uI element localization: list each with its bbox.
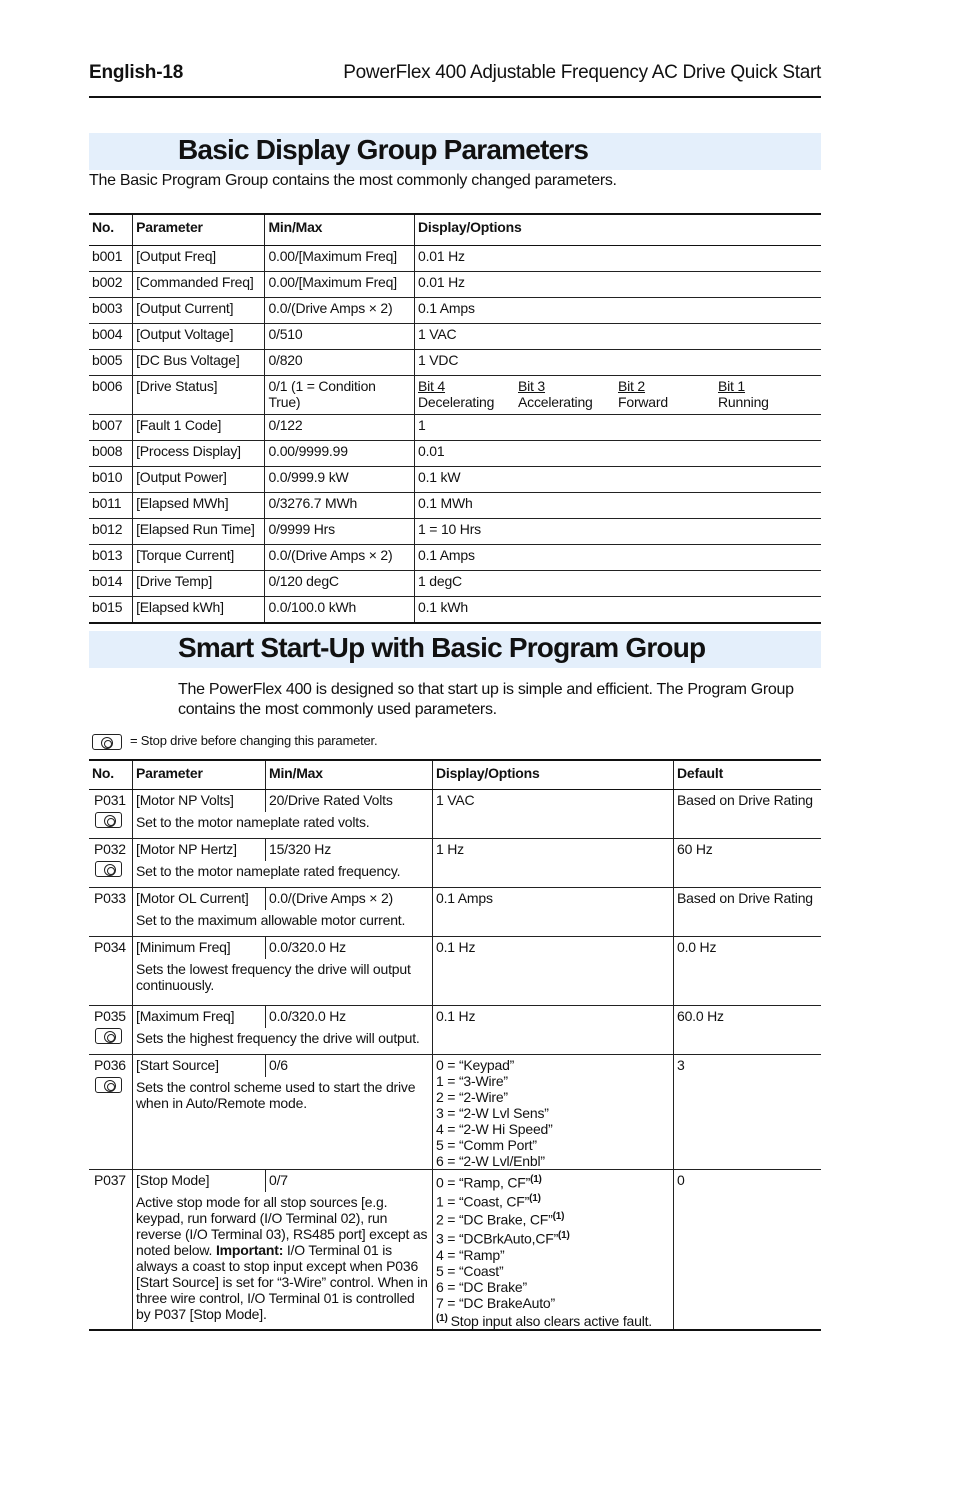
table-row <box>89 246 821 272</box>
param-description <box>133 959 433 1006</box>
param-name: [Motor NP Volts] <box>136 792 234 808</box>
param-name: [Output Freq] <box>133 246 265 272</box>
option-item <box>436 1228 670 1247</box>
option-item <box>436 1263 670 1279</box>
param-minmax: 20/Drive Rated Volts <box>266 790 433 813</box>
option-item <box>436 1105 670 1121</box>
column-header: Parameter <box>133 214 265 246</box>
status-bit-number: Bit 3 <box>518 378 546 394</box>
param-display: 1 <box>415 415 822 441</box>
status-bit-number: Bit 1 <box>718 378 746 394</box>
param-number: b003 <box>89 298 133 324</box>
param-number: P036 <box>94 1057 126 1073</box>
stop-drive-icon <box>95 1028 122 1044</box>
table-row <box>89 597 821 624</box>
param-display <box>433 1055 674 1170</box>
param-name: [Motor OL Current] <box>136 890 249 906</box>
status-bit-number: Bit 4 <box>418 378 446 394</box>
status-bit-label: Accelerating <box>518 394 593 410</box>
options-list <box>436 1172 670 1329</box>
param-minmax: 0/3276.7 MWh <box>265 493 415 519</box>
param-name: [Elapsed MWh] <box>133 493 265 519</box>
param-description <box>133 1077 433 1169</box>
status-bit <box>518 378 618 410</box>
option-text: 7 = “DC BrakeAuto” <box>436 1294 555 1311</box>
option-text: 6 = “DC Brake” <box>436 1278 527 1295</box>
table-row <box>89 545 821 571</box>
option-item <box>436 1137 670 1153</box>
param-number: P034 <box>94 939 126 955</box>
description-text: Active stop mode for all stop sources [e.g. keypad, run forward (I/O Terminal 02), run reverse (I/O Terminal 03), RS485 port] except as noted below. <box>136 1194 428 1259</box>
option-text: 5 = “Coast” <box>436 1262 504 1279</box>
param-display: 0.1 Hz <box>433 937 674 1006</box>
param-display: 1 = 10 Hrs <box>415 519 822 545</box>
param-name: [Torque Current] <box>133 545 265 571</box>
table-header-row <box>89 760 821 790</box>
option-text: 6 = “2-W Lvl/Enbl” <box>436 1153 545 1169</box>
param-display: 1 VAC <box>433 790 674 839</box>
param-minmax: 0.0/320.0 Hz <box>266 1006 433 1029</box>
status-bit <box>418 378 518 410</box>
footnote-mark: (1) <box>436 1312 448 1324</box>
table-row <box>89 467 821 493</box>
param-minmax: 0.0/320.0 Hz <box>266 937 433 960</box>
param-name: [Output Voltage] <box>133 324 265 350</box>
description-text: Sets the control scheme used to start the drive when in Auto/Remote mode. <box>136 1079 416 1112</box>
param-display: 1 VDC <box>415 350 822 376</box>
param-default: 60 Hz <box>674 839 822 888</box>
table-row <box>89 493 821 519</box>
param-minmax: 0.00/[Maximum Freq] <box>265 272 415 298</box>
option-item <box>436 1073 670 1089</box>
param-display: 0.01 Hz <box>415 246 822 272</box>
option-text: 0 = “Keypad” <box>436 1057 515 1073</box>
section-intro: The Basic Program Group contains the most commonly changed parameters. <box>89 172 617 189</box>
param-number: b013 <box>89 545 133 571</box>
table-row <box>89 1055 821 1078</box>
option-text: 3 = “DCBrkAuto,CF” <box>436 1230 559 1247</box>
param-number: b008 <box>89 441 133 467</box>
option-text: 4 = “2-W Hi Speed” <box>436 1121 553 1137</box>
param-default: 0.0 Hz <box>674 937 822 1006</box>
option-item <box>436 1247 670 1263</box>
param-name: [Output Power] <box>133 467 265 493</box>
param-display: 0.01 Hz <box>415 272 822 298</box>
param-cell <box>89 937 133 1006</box>
param-minmax: 0/510 <box>265 324 415 350</box>
table-row <box>89 839 821 862</box>
param-number: b004 <box>89 324 133 350</box>
option-item <box>436 1209 670 1228</box>
option-text: 2 = “DC Brake, CF” <box>436 1211 553 1228</box>
options-list <box>436 1057 670 1169</box>
param-default: Based on Drive Rating <box>674 790 822 839</box>
option-text: 1 = “3-Wire” <box>436 1073 508 1089</box>
section-intro: The PowerFlex 400 is designed so that start up is simple and efficient. The Program Group contains the most commonly used parameters. <box>178 681 794 718</box>
option-text: 4 = “Ramp” <box>436 1246 505 1263</box>
param-display <box>433 1170 674 1331</box>
stop-legend <box>92 733 377 750</box>
page-header <box>89 58 821 98</box>
param-display: 1 degC <box>415 571 822 597</box>
param-minmax: 0.0/(Drive Amps × 2) <box>265 545 415 571</box>
table-row <box>89 415 821 441</box>
param-cell <box>89 790 133 839</box>
description-text: Sets the lowest frequency the drive will output continuously. <box>136 961 411 993</box>
param-minmax: 0/1 (1 = Condition True) <box>265 376 415 415</box>
param-cell <box>89 888 133 937</box>
section-title: Smart Start-Up with Basic Program Group <box>178 632 706 663</box>
footnote <box>436 1311 670 1330</box>
column-header: Parameter <box>133 760 266 790</box>
param-number: P032 <box>94 841 126 857</box>
option-item <box>436 1057 670 1073</box>
param-name: [Elapsed kWh] <box>133 597 265 624</box>
program-group-table <box>89 759 821 1331</box>
param-display: 0.01 <box>415 441 822 467</box>
param-name: [DC Bus Voltage] <box>133 350 265 376</box>
param-display: 0.1 kWh <box>415 597 822 624</box>
section-title: Basic Display Group Parameters <box>178 134 589 165</box>
param-number: b001 <box>89 246 133 272</box>
param-minmax: 0/120 degC <box>265 571 415 597</box>
param-name: [Stop Mode] <box>136 1172 210 1188</box>
option-item <box>436 1191 670 1210</box>
param-number: P037 <box>94 1172 126 1188</box>
column-header: Min/Max <box>266 760 433 790</box>
param-display: 0.1 MWh <box>415 493 822 519</box>
param-display: 0.1 Amps <box>415 545 822 571</box>
param-minmax: 0.00/[Maximum Freq] <box>265 246 415 272</box>
description-text: Set to the motor nameplate rated volts. <box>136 814 370 830</box>
param-number: P035 <box>94 1008 126 1024</box>
param-description <box>133 910 433 937</box>
option-text: 0 = “Ramp, CF” <box>436 1174 531 1191</box>
column-header: Min/Max <box>265 214 415 246</box>
table-row <box>89 298 821 324</box>
param-description <box>133 1028 433 1055</box>
param-cell <box>89 839 133 888</box>
stop-drive-icon <box>92 734 122 750</box>
param-cell <box>89 1055 133 1170</box>
important-text: I/O Terminal 01 is always a coast to stop input except when P036 [Start Source] is set for “3-Wire” control. When in three wire control, I/O Terminal 01 is controlled by P037 [Stop Mode]. <box>136 1242 428 1323</box>
param-number: b007 <box>89 415 133 441</box>
table-row <box>89 519 821 545</box>
param-minmax: 0.00/9999.99 <box>265 441 415 467</box>
option-item <box>436 1172 670 1191</box>
drive-status-bits <box>418 378 818 410</box>
table-row <box>89 441 821 467</box>
table-row <box>89 1170 821 1193</box>
param-name: [Minimum Freq] <box>136 939 231 955</box>
param-minmax: 0.0/(Drive Amps × 2) <box>265 298 415 324</box>
option-item <box>436 1121 670 1137</box>
param-minmax: 0.0/100.0 kWh <box>265 597 415 624</box>
param-name: [Drive Temp] <box>133 571 265 597</box>
param-description <box>133 812 433 839</box>
option-text: 3 = “2-W Lvl Sens” <box>436 1105 549 1121</box>
description-text: Set to the motor nameplate rated frequency. <box>136 863 401 879</box>
table-row <box>89 376 821 415</box>
param-cell <box>89 1006 133 1055</box>
param-description <box>133 861 433 888</box>
status-bit-label: Running <box>718 394 769 410</box>
param-number: b005 <box>89 350 133 376</box>
param-name: [Output Current] <box>133 298 265 324</box>
param-display: 1 VAC <box>415 324 822 350</box>
param-display <box>415 376 822 415</box>
param-display: 0.1 Amps <box>433 888 674 937</box>
param-number: b015 <box>89 597 133 624</box>
param-minmax: 0/6 <box>266 1055 433 1078</box>
param-name: [Start Source] <box>136 1057 219 1073</box>
param-number: b014 <box>89 571 133 597</box>
important-label: Important: <box>215 1242 284 1259</box>
table-row <box>89 324 821 350</box>
param-minmax: 0.0/(Drive Amps × 2) <box>266 888 433 911</box>
footnote-mark: (1) <box>552 1211 565 1223</box>
option-text: 2 = “2-Wire” <box>436 1089 508 1105</box>
description-text: Sets the highest frequency the drive will output. <box>136 1030 420 1046</box>
param-minmax: 0/9999 Hrs <box>265 519 415 545</box>
param-display: 0.1 Hz <box>433 1006 674 1055</box>
status-bit <box>618 378 718 410</box>
param-minmax: 0.0/999.9 kW <box>265 467 415 493</box>
document-title: PowerFlex 400 Adjustable Frequency AC Drive Quick Start <box>343 62 821 83</box>
table-header-row <box>89 214 821 246</box>
param-minmax: 0/820 <box>265 350 415 376</box>
basic-display-table <box>89 213 821 624</box>
page-number: English-18 <box>89 62 184 83</box>
table-row <box>89 937 821 960</box>
legend-text: = Stop drive before changing this parameter. <box>130 733 378 748</box>
param-display: 0.1 Amps <box>415 298 822 324</box>
param-name: [Motor NP Hertz] <box>136 841 237 857</box>
param-description <box>133 1192 433 1330</box>
table-row <box>89 350 821 376</box>
option-item <box>436 1153 670 1169</box>
param-default: Based on Drive Rating <box>674 888 822 937</box>
param-number: b006 <box>89 376 133 415</box>
status-bit-label: Decelerating <box>418 394 495 410</box>
param-name: [Process Display] <box>133 441 265 467</box>
status-bit <box>718 378 818 410</box>
stop-drive-icon <box>95 861 122 877</box>
table-row <box>89 1006 821 1029</box>
footnote-text: Stop input also clears active fault. <box>450 1313 652 1330</box>
stop-drive-icon <box>95 812 122 828</box>
param-name: [Elapsed Run Time] <box>133 519 265 545</box>
param-number: P033 <box>94 890 126 906</box>
column-header: Default <box>674 760 822 790</box>
column-header: Display/Options <box>433 760 674 790</box>
param-default: 3 <box>674 1055 822 1170</box>
param-display: 1 Hz <box>433 839 674 888</box>
status-bit-number: Bit 2 <box>618 378 646 394</box>
option-item <box>436 1279 670 1295</box>
param-number: b011 <box>89 493 133 519</box>
table-row <box>89 571 821 597</box>
param-minmax: 0/7 <box>266 1170 433 1193</box>
stop-drive-icon <box>95 1077 122 1093</box>
column-header: Display/Options <box>415 214 822 246</box>
param-number: b012 <box>89 519 133 545</box>
param-name: [Maximum Freq] <box>136 1008 235 1024</box>
column-header: No. <box>89 214 133 246</box>
table-row <box>89 790 821 813</box>
option-item <box>436 1089 670 1105</box>
option-text: 1 = “Coast, CF” <box>436 1193 530 1210</box>
footnote-mark: (1) <box>529 1192 541 1204</box>
description-text: Set to the maximum allowable motor current. <box>136 912 406 928</box>
param-name: [Commanded Freq] <box>133 272 265 298</box>
param-number: b002 <box>89 272 133 298</box>
param-minmax: 0/122 <box>265 415 415 441</box>
param-default: 0 <box>674 1170 822 1331</box>
table-row <box>89 888 821 911</box>
column-header: No. <box>89 760 133 790</box>
param-number: b010 <box>89 467 133 493</box>
param-name: [Fault 1 Code] <box>133 415 265 441</box>
param-cell <box>89 1170 133 1331</box>
status-bit-label: Forward <box>618 394 668 410</box>
option-text: 5 = “Comm Port” <box>436 1137 537 1153</box>
option-item <box>436 1295 670 1311</box>
param-minmax: 15/320 Hz <box>266 839 433 862</box>
table-row <box>89 272 821 298</box>
param-number: P031 <box>94 792 126 808</box>
param-display: 0.1 kW <box>415 467 822 493</box>
footnote-mark: (1) <box>530 1174 542 1185</box>
footnote-mark: (1) <box>558 1229 570 1241</box>
param-name: [Drive Status] <box>133 376 265 415</box>
param-default: 60.0 Hz <box>674 1006 822 1055</box>
